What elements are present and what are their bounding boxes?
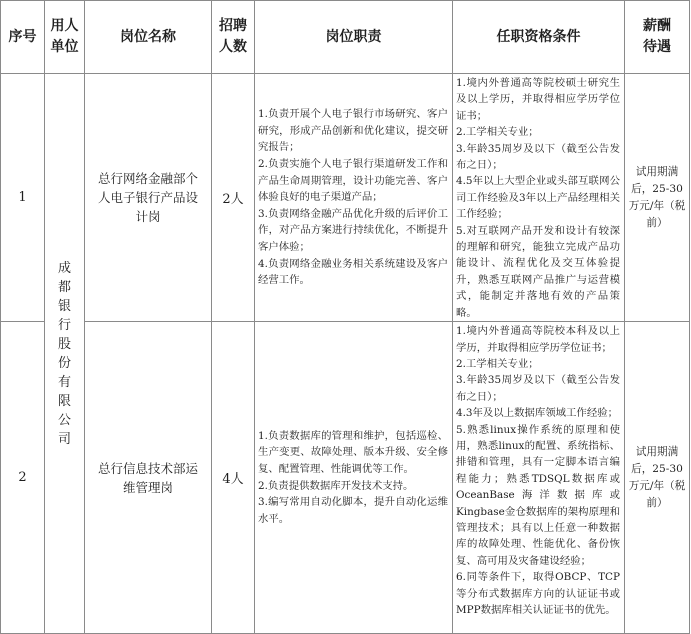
row-2-duties (255, 322, 453, 634)
duty-item: 2.负责实施个人电子银行渠道研发工作和产品生命周期管理，设计功能完善、客户体验良好的电子渠道产品； (258, 158, 448, 204)
row-2-position: 总行信息技术部运维管理岗 (85, 322, 212, 634)
header-count: 招聘人数 (212, 1, 255, 74)
header-unit: 用人单位 (45, 1, 85, 74)
row-1-requirements (453, 74, 625, 322)
duty-item: 4.负责网络金融业务相关系统建设及客户经营工作。 (258, 257, 448, 287)
row-1-duties (255, 74, 453, 322)
row-1-count: 2人 (212, 74, 255, 322)
table-row (1, 322, 690, 634)
header-no: 序号 (1, 1, 45, 74)
requirement-item: 4.3年及以上数据库领域工作经验； (456, 407, 618, 420)
requirement-item: 2.工学相关专业； (456, 357, 539, 370)
requirement-item: 5.熟悉linux操作系统的原理和使用，熟悉linux的配置、系统指标、排错和管理，具有一定脚本语言编程能力；熟悉TDSQL数据库或OceanBase海洋数据库或Kingbase金仓数据库的架构原理和管理技术；具有以上任意一种数据库的故障处理、性能优化、备份恢复、高可用及灾备建设经验； (456, 423, 620, 567)
requirement-item: 1.境内外普通高等院校本科及以上学历，并取得相应学历学位证书； (456, 325, 620, 354)
requirement-item: 3.年龄35周岁及以下（截至公告发布之日）； (456, 142, 620, 172)
requirement-item: 2.工学相关专业； (456, 126, 539, 139)
header-pay: 薪酬待遇 (625, 1, 690, 74)
row-2-count: 4人 (212, 322, 255, 634)
requirement-item: 5.对互联网产品开发和设计有较深的理解和研究，能独立完成产品功能设计、流程优化及交互体验提升，熟悉互联网产品推广与运营模式，能制定并落地有效的产品策略。 (456, 224, 620, 319)
requirement-item: 1.境内外普通高等院校硕士研究生及以上学历，并取得相应学历学位证书； (456, 77, 620, 122)
requirement-item: 6.同等条件下，取得OBCP、TCP等分布式数据库方向的认证证书或MPP数据库相关认证证书的优先。 (456, 571, 620, 616)
employer-unit: 成都银行股份有限公司 (45, 74, 85, 634)
duty-item: 3.编写常用自动化脚本，提升自动化运维水平。 (258, 496, 448, 525)
duty-item: 1.负责数据库的管理和维护，包括巡检、生产变更、故障处理、版本升级、安全修复、配置管理、性能调优等工作。 (258, 429, 448, 475)
duty-item: 2.负责提供数据库开发技术支持。 (258, 479, 414, 492)
row-1-no: 1 (1, 74, 45, 322)
header-duties: 岗位职责 (255, 1, 453, 74)
table-header-row (1, 1, 690, 74)
duty-item: 3.负责网络金融产品优化升级的后评价工作，对产品方案进行持续优化，不断提升客户体验； (258, 207, 448, 254)
header-requirements: 任职资格条件 (453, 1, 625, 74)
row-1-position: 总行网络金融部个人电子银行产品设计岗 (85, 74, 212, 322)
duty-item: 1.负责开展个人电子银行市场研究、客户研究，形成产品创新和优化建议，提交研究报告； (258, 108, 448, 154)
row-2-pay: 试用期满后，25-30万元/年（税前） (625, 322, 690, 634)
requirement-item: 4.5年以上大型企业或头部互联网公司工作经验及3年以上产品经理相关工作经验； (456, 175, 620, 221)
row-1-pay: 试用期满后，25-30万元/年（税前） (625, 74, 690, 322)
row-2-requirements (453, 322, 625, 634)
requirement-item: 3.年龄35周岁及以下（截至公告发布之日）； (456, 374, 620, 403)
row-2-no: 2 (1, 322, 45, 634)
table-row (1, 74, 690, 322)
header-position: 岗位名称 (85, 1, 212, 74)
